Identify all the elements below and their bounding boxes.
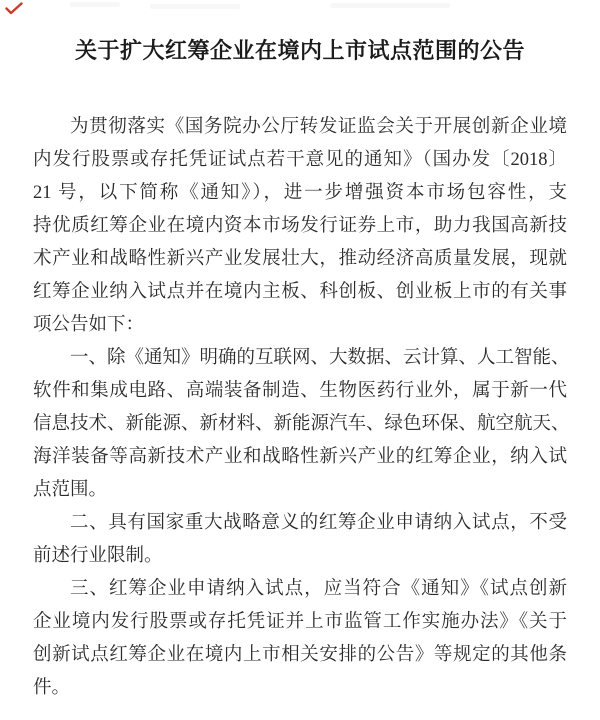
- paragraph: [33, 507, 567, 573]
- text-line: 持优质红筹企业在境内资本市场发行证券上市，助力我国高新技: [33, 216, 567, 236]
- text-line: 红筹企业纳入试点并在境内主板、科创板、创业板上市的有关事: [33, 282, 567, 302]
- text-line: 信息技术、新能源、新材料、新能源汽车、绿色环保、航空航天、: [33, 414, 570, 434]
- scan-artifact: [330, 3, 450, 8]
- document-title: 关于扩大红筹企业在境内上市试点范围的公告: [74, 38, 525, 63]
- paragraph: [33, 111, 567, 342]
- text-line: 一、除《通知》明确的互联网、大数据、云计算、人工智能、: [70, 348, 570, 368]
- text-line: 术产业和战略性新兴产业发展壮大，推动经济高质量发展，现就: [33, 249, 567, 269]
- text-line: 21 号，以下简称《通知》），进一步增强资本市场包容性，支: [33, 183, 567, 203]
- text-line: 海洋装备等高新技术产业和战略性新兴产业的红筹企业，纳入试: [33, 447, 567, 467]
- text-line: 为贯彻落实《国务院办公厅转发证监会关于开展创新企业境: [70, 117, 567, 137]
- text-line: 软件和集成电路、高端装备制造、生物医药行业外，属于新一代: [33, 381, 567, 401]
- paragraph: [33, 573, 567, 705]
- text-line: 点范围。: [33, 480, 108, 500]
- document-body: [33, 111, 570, 705]
- red-check-mark: [5, 2, 23, 15]
- scan-artifact: [150, 4, 240, 9]
- text-line: 创新试点红筹企业在境内上市相关安排的公告》等规定的其他条: [33, 645, 567, 665]
- text-line: 件。: [33, 678, 71, 698]
- text-line: 二、具有国家重大战略意义的红筹企业申请纳入试点，不受: [70, 513, 567, 533]
- scan-artifact: [70, 2, 120, 7]
- text-line: 内发行股票或存托凭证试点若干意见的通知》（国办发〔2018〕: [33, 150, 567, 170]
- text-line: 项公告如下：: [33, 315, 145, 335]
- text-line: 前述行业限制。: [33, 546, 163, 566]
- text-line: 企业境内发行股票或存托凭证并上市监管工作实施办法》《关于: [33, 612, 567, 632]
- text-line: 三、红筹企业申请纳入试点，应当符合《通知》《试点创新: [70, 579, 567, 599]
- paragraph: [33, 342, 570, 507]
